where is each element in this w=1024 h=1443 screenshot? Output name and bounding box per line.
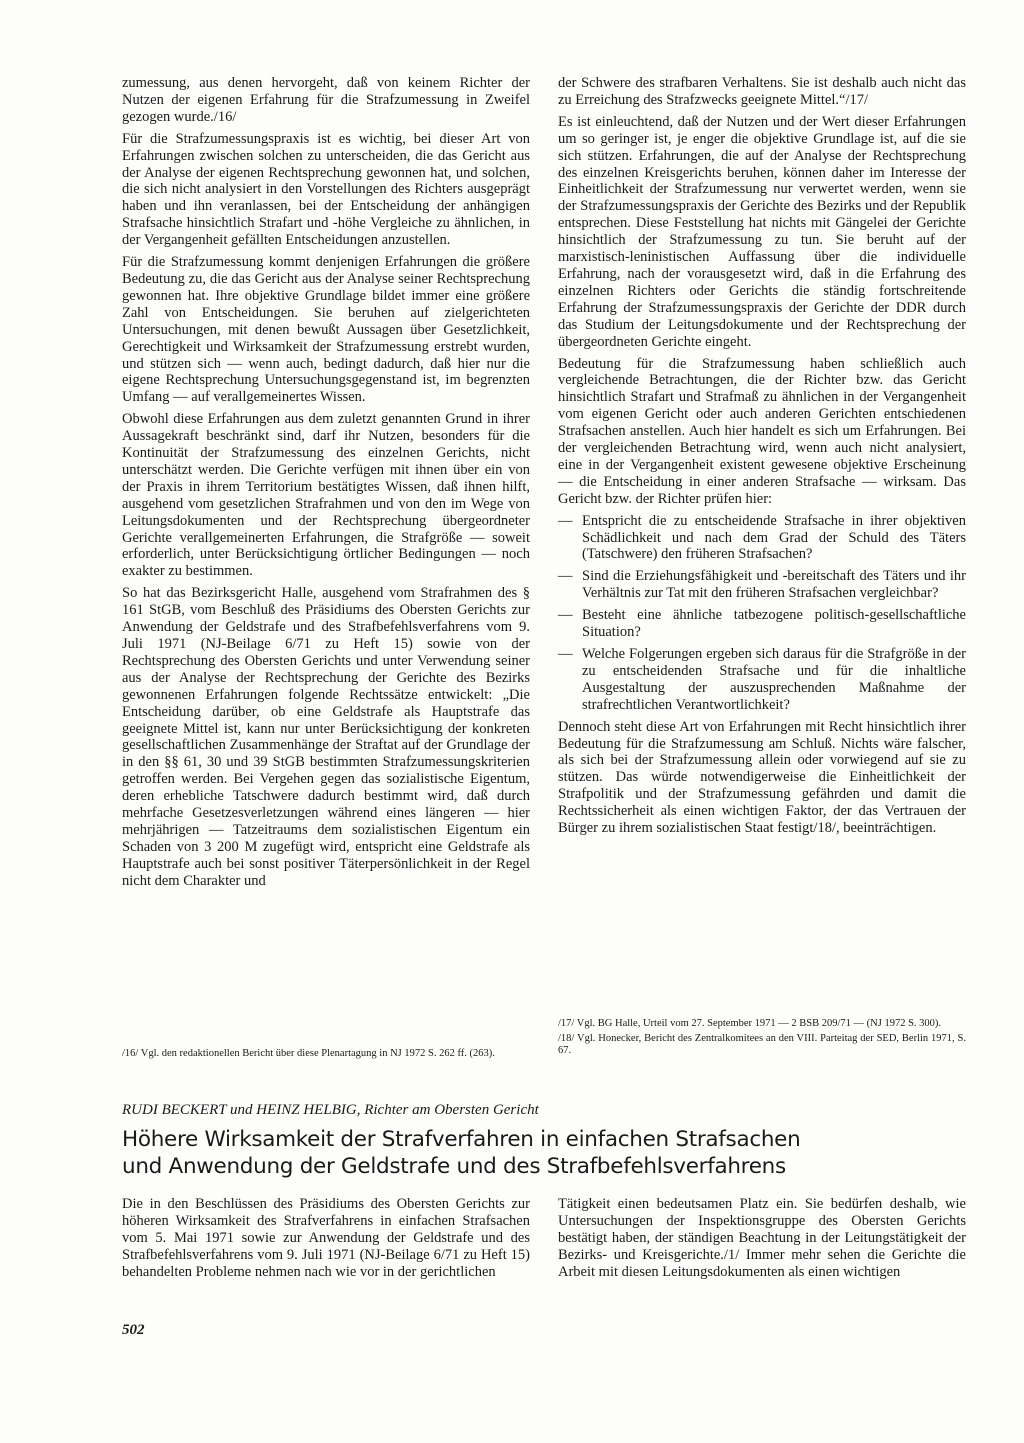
left-footnotes (122, 1048, 530, 1063)
list-item: — Welche Folgerungen ergeben sich daraus für die Strafgröße in der zu entscheidenden Strafsache und für die inhaltliche Ausgestaltung der auszusprechenden Maßnahme der strafrechtlichen Verantwortlichkeit? (558, 646, 966, 714)
footnote: /16/ Vgl. den redaktionellen Bericht über diese Plenartagung in NJ 1972 S. 262 ff. (263). (122, 1048, 495, 1059)
article-body-right: Tätigkeit einen bedeutsamen Platz ein. Sie bedürfen deshalb, wie Untersuchungen der Inspektionsgruppe des Obersten Gerichts bestätigt haben, der ständigen Beachtung in der Leitungstätigkeit der Bezirks- und Kreisgerichte./1/ Immer mehr sehen die Gerichte die Arbeit mit diesen Leitungsdokumenten als einen wichtigen (558, 1196, 966, 1280)
article-body-left: Die in den Beschlüssen des Präsidiums des Obersten Gerichts zur höheren Wirksamkeit des Strafverfahrens in einfachen Strafsachen vom 5. Mai 1971 sowie zur Anwendung der Geldstrafe und des Strafbefehlsverfahrens vom 9. Juli 1971 (NJ-Beilage 6/71 zu Heft 15) behandelten Probleme nehmen nach wie vor in der gerichtlichen (122, 1196, 530, 1280)
right-footnotes (558, 1018, 966, 1060)
body-paragraph: Für die Strafzumessungspraxis ist es wichtig, bei dieser Art von Erfahrungen zwischen solchen zu unterscheiden, die das Gericht aus der Analyse der eigenen Rechtsprechung gewonnen hat, und solchen, die sich nicht analysiert in den Vorstellungen des Richters ausgeprägt haben und ihn veranlassen, bei der Entscheidung der anhängigen Strafsache hinsichtlich Strafart und -höhe Vergleiche zu ähnlichen, in der Vergangenheit gefällten Entscheidungen anzustellen. (122, 130, 530, 249)
article-title (122, 1126, 966, 1180)
dash-list (558, 513, 966, 714)
article-authors: RUDI BECKERT und HEINZ HELBIG, Richter am Obersten Gericht (122, 1102, 539, 1118)
article-title-line: Höhere Wirksamkeit der Strafverfahren in einfachen Strafsachen (122, 1127, 801, 1152)
footnote: /18/ Vgl. Honecker, Bericht des Zentralkomitees an den VIII. Parteitag der SED, Berlin 1971, S. 67. (558, 1032, 966, 1056)
list-item: — Besteht eine ähnliche tatbezogene politisch-gesellschaftliche Situation? (558, 607, 966, 641)
body-paragraph: zumessung, aus denen hervorgeht, daß von keinem Richter der Nutzen der eigenen Erfahrung für die Strafzumessung in Zweifel gezogen wurde./16/ (122, 75, 530, 125)
footnote: /17/ Vgl. BG Halle, Urteil vom 27. September 1971 — 2 BSB 209/71 — (NJ 1972 S. 300). (558, 1018, 942, 1029)
article-title-line: und Anwendung der Geldstrafe und des Strafbefehlsverfahrens (122, 1154, 786, 1179)
list-item: — Sind die Erziehungsfähigkeit und -bereitschaft des Täters und ihr Verhältnis zur Tat mit den früheren Strafsachen vergleichbar? (558, 568, 966, 602)
list-item: — Entspricht die zu entscheidende Strafsache in ihrer objektiven Schädlichkeit und nach dem Grad der Schuld des Täters (Tatschwere) den früheren Strafsachen? (558, 513, 966, 564)
body-paragraph: Für die Strafzumessung kommt denjenigen Erfahrungen die größere Bedeutung zu, die das Gericht aus der Analyse seiner Rechtsprechung gewonnen hat. Ihre objektive Grundlage bildet immer eine größere Zahl von Entscheidungen. Sie beruhen auf zielgerichteten Untersuchungen, mit denen bewußt Aussagen über Gesetzlichkeit, Gerechtigkeit und Wirksamkeit der Strafzumessung erstrebt wurden, und stützen sich — wenn auch, bedingt dadurch, daß hier nur die eigene Rechtsprechung Untersuchungsgegenstand ist, im begrenzten Umfang — auf verallgemeinertes Wissen. (122, 254, 530, 406)
body-paragraph: Es ist einleuchtend, daß der Nutzen und der Wert dieser Erfahrungen um so geringer ist, je enger die objektive Grundlage ist, auf die sie sich stützen. Erfahrungen, die auf der Analyse der Rechtsprechung des einzelnen Kreisgerichts beruhen, können daher im Interesse der Einheitlichkeit der Strafzumessung nur verwertet werden, wenn sie der Strafzumessungspraxis der Gerichte des Bezirks und der Republik entsprechen. Diese Feststellung hat nichts mit Gängelei der Gerichte hinsichtlich der Strafzumessung zu tun. Sie beruht auf der marxistisch-leninistischen Auffassung über die individuelle Erfahrung, nach der vorausgesetzt wird, daß in die Erfahrung des einzelnen Richters oder Gerichts die ständig fortschreitende Erfahrung der Strafzumessungspraxis der Gerichte der DDR durch das Studium der Leitungsdokumente und der Rechtsprechung der übergeordneten Gerichte eingeht. (558, 113, 966, 350)
body-paragraph: der Schwere des strafbaren Verhaltens. Sie ist deshalb auch nicht das zu Erreichung des Strafzwecks geeignete Mittel.“/17/ (558, 75, 966, 108)
body-paragraph: Bedeutung für die Strafzumessung haben schließlich auch vergleichende Betrachtungen, die der Richter bzw. das Gericht hinsichtlich Strafart und Strafmaß zu ähnlichen in der Vergangenheit vom eigenen Gericht oder auch anderen Gerichten entschiedenen Strafsachen anstellen. Auch hier handelt es sich um Erfahrungen. Bei der vergleichenden Betrachtung wird, wenn auch nicht analysiert, eine in der Vergangenheit existent gewesene objektive Erscheinung — die Entscheidung in einer anderen Strafsache — wirksam. Das Gericht bzw. der Richter prüfen hier: (558, 355, 966, 507)
right-column (558, 75, 966, 842)
left-column (122, 75, 530, 895)
page-number: 502 (122, 1322, 145, 1338)
body-paragraph: Obwohl diese Erfahrungen aus dem zuletzt genannten Grund in ihrer Aussagekraft beschränkt sind, darf ihr Nutzen, besonders für die Kontinuität der Strafzumessung des einzelnen Gerichts, nicht unterschätzt werden. Die Gerichte verfügen mit ihnen über ein von der Praxis in ihrem Territorium bestätigtes Wissen, daß ihnen hilft, ausgehend vom gesetzlichen Strafrahmen und von den im Wege von Leitungsdokumenten und der Rechtsprechung übergeordneter Gerichte verallgemeinerten Erfahrungen, die Strafgröße — soweit erforderlich, unter Berücksichtigung örtlicher Bedingungen — noch exakter zu bestimmen. (122, 411, 530, 580)
body-paragraph: Dennoch steht diese Art von Erfahrungen mit Recht hinsichtlich ihrer Bedeutung für die Strafzumessung am Schluß. Nichts wäre falscher, als sich bei der Strafzumessung allein oder vorwiegend auf sie zu stützen. Das würde notwendigerweise die Einheitlichkeit der Strafpolitik und der Strafzumessung gefährden und damit die Rechtssicherheit als einen wichtigen Faktor, der das Vertrauen der Bürger zu ihrem sozialistischen Staat festigt/18/, beeinträchtigen. (558, 718, 966, 837)
body-paragraph: So hat das Bezirksgericht Halle, ausgehend vom Strafrahmen des § 161 StGB, vom Beschluß des Präsidiums des Obersten Gerichts zur Anwendung der Geldstrafe und des Strafbefehlsverfahrens vom 9. Juli 1971 (NJ-Beilage 6/71 zu Heft 15) sowie von der Rechtsprechung des Obersten Gerichts und unter Verwendung seiner aus der Analyse der Rechtsprechung der Gerichte des Bezirks gewonnenen Erfahrungen folgende Rechtssätze entwickelt: „Die Entscheidung darüber, ob eine Geldstrafe als Hauptstrafe das geeignete Mittel ist, kann nur unter Berücksichtigung der konkreten gesellschaftlichen Zusammenhänge der Straftat auf der Grundlage der in den §§ 61, 30 und 39 StGB bestimmten Strafzumessungskriterien getroffen werden. Bei Vergehen gegen das sozialistische Eigentum, deren erhebliche Tatschwere dadurch bestimmt wird, daß durch mehrfache Gesetzesverletzungen während eines längeren — hier mehrjährigen — Tatzeitraums dem sozialistischen Eigentum ein Schaden von 3 200 M zugefügt wird, entspricht eine Geldstrafe als Hauptstrafe auch bei sonst positiver Täterpersönlichkeit in der Regel nicht dem Charakter und (122, 585, 530, 889)
